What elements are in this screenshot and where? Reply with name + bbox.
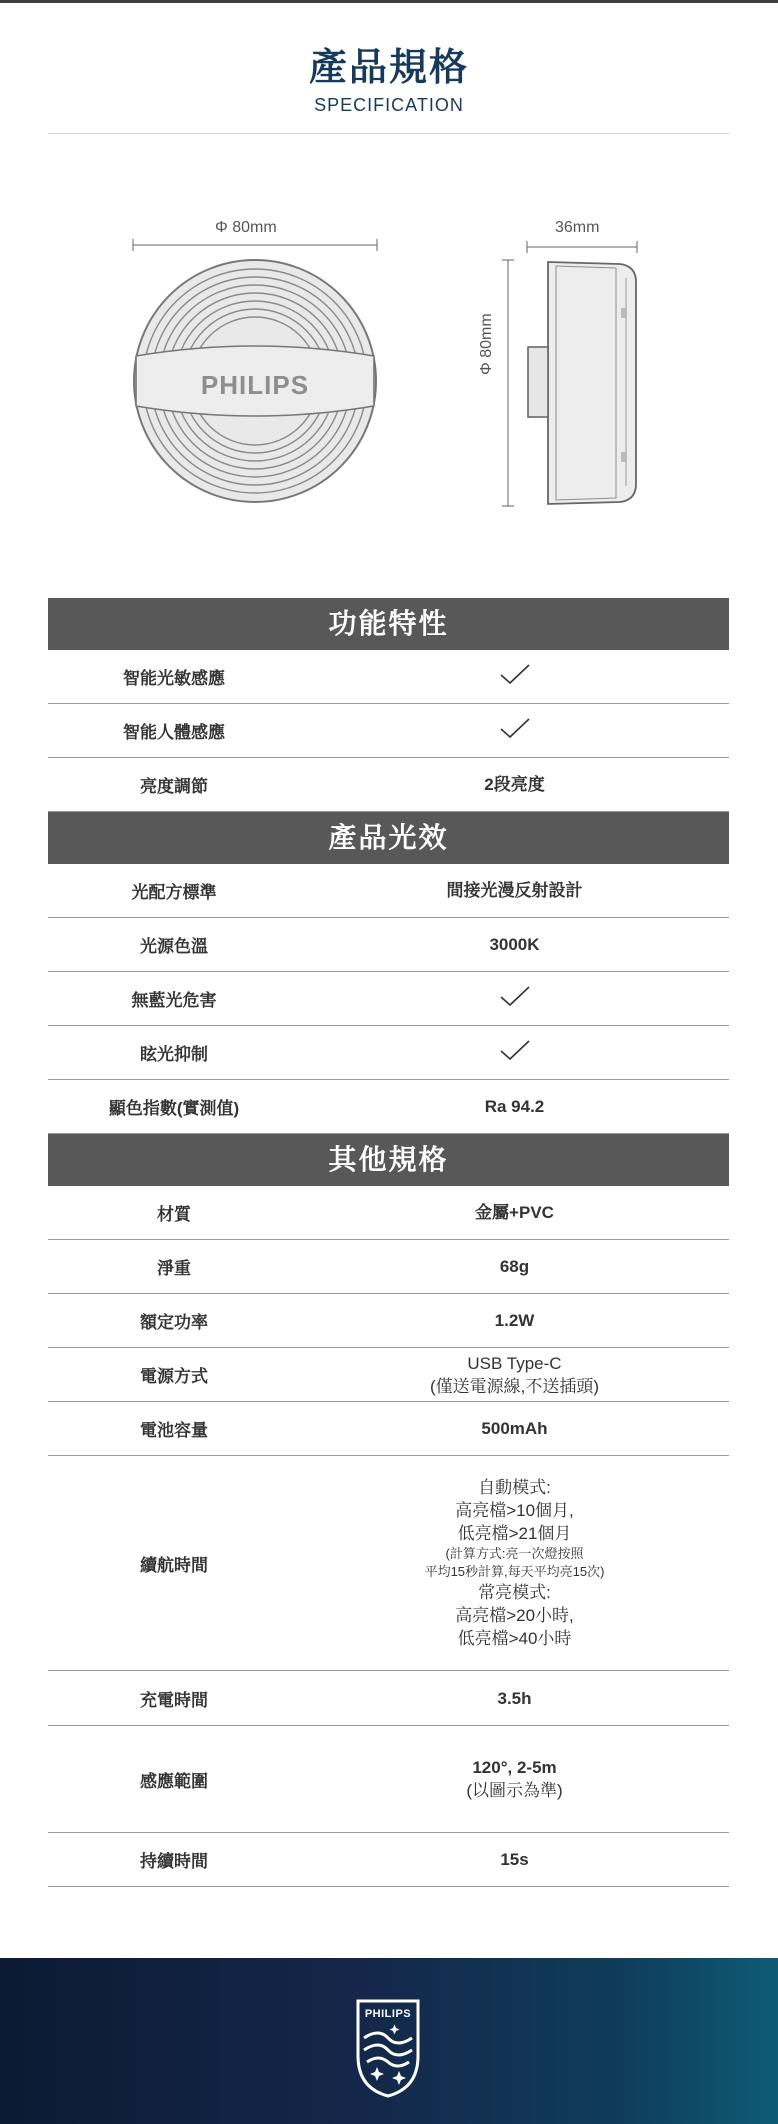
table-row bbox=[48, 1026, 729, 1080]
battery-line: 低亮檔>40小時 bbox=[457, 1629, 572, 1648]
row-value: 15s bbox=[500, 1850, 529, 1869]
check-icon bbox=[499, 1039, 531, 1061]
table-row bbox=[48, 1186, 729, 1240]
table-row bbox=[48, 704, 729, 758]
footer bbox=[0, 1958, 778, 2124]
row-value: 2段亮度 bbox=[484, 775, 545, 794]
battery-line: 自動模式: bbox=[478, 1478, 551, 1497]
battery-note: (計算方式:亮一次燈按照 bbox=[445, 1546, 584, 1561]
row-label: 感應範圍 bbox=[140, 1771, 208, 1791]
row-value: USB Type-C bbox=[467, 1353, 562, 1373]
row-label: 續航時間 bbox=[140, 1555, 208, 1575]
row-label: 智能人體感應 bbox=[123, 723, 225, 742]
row-label: 持續時間 bbox=[140, 1852, 208, 1871]
dimension-drawing bbox=[0, 180, 778, 560]
row-value: 120°, 2-5m bbox=[472, 1758, 557, 1777]
row-value: 500mAh bbox=[481, 1419, 548, 1438]
page-title: 產品規格 bbox=[308, 47, 469, 89]
row-value: 3.5h bbox=[497, 1688, 532, 1708]
side-height-label: Φ 80mm bbox=[478, 313, 495, 375]
row-label: 電池容量 bbox=[140, 1421, 208, 1440]
page-subtitle: SPECIFICATION bbox=[314, 95, 464, 115]
table-row bbox=[48, 918, 729, 972]
row-label: 光源色溫 bbox=[140, 937, 208, 956]
check-icon bbox=[499, 985, 531, 1007]
battery-line: 高亮檔>20小時, bbox=[455, 1606, 574, 1625]
table-row bbox=[48, 1833, 729, 1887]
row-label: 電源方式 bbox=[140, 1367, 208, 1386]
philips-shield-logo bbox=[355, 1998, 421, 2098]
row-value: 3000K bbox=[489, 935, 540, 954]
top-border bbox=[0, 0, 778, 3]
row-value-note: (僅送電源線,不送插頭) bbox=[429, 1376, 600, 1396]
table-row bbox=[48, 864, 729, 918]
battery-line: 常亮模式: bbox=[478, 1583, 551, 1602]
battery-line: 低亮檔>21個月 bbox=[457, 1524, 572, 1543]
table-row bbox=[48, 1456, 729, 1671]
table-row bbox=[48, 1240, 729, 1294]
table-row bbox=[48, 1348, 729, 1402]
section-title: 其他規格 bbox=[48, 1134, 729, 1186]
row-label: 無藍光危害 bbox=[131, 991, 217, 1010]
front-width-label: Φ 80mm bbox=[215, 219, 277, 236]
row-value-note: (以圖示為準) bbox=[466, 1781, 563, 1800]
page-header bbox=[0, 44, 778, 116]
product-diagram bbox=[0, 180, 778, 560]
row-value: 金屬+PVC bbox=[475, 1203, 554, 1222]
row-label: 淨重 bbox=[157, 1259, 191, 1278]
row-value: 68g bbox=[499, 1257, 530, 1276]
logo-text: PHILIPS bbox=[364, 2008, 412, 2020]
front-brand-text: PHILIPS bbox=[200, 370, 310, 400]
table-row bbox=[48, 1294, 729, 1348]
section-title: 產品光效 bbox=[48, 812, 729, 864]
spec-table bbox=[48, 598, 729, 1887]
section-title: 功能特性 bbox=[48, 598, 729, 650]
check-icon bbox=[499, 717, 531, 739]
check-icon bbox=[499, 663, 531, 685]
table-row bbox=[48, 1080, 729, 1134]
table-row bbox=[48, 972, 729, 1026]
row-value: 間接光漫反射設計 bbox=[446, 881, 583, 900]
row-label: 亮度調節 bbox=[140, 777, 208, 796]
table-row bbox=[48, 1726, 729, 1833]
row-label: 眩光抑制 bbox=[140, 1045, 208, 1064]
row-label: 光配方標準 bbox=[131, 883, 217, 902]
row-label: 材質 bbox=[157, 1205, 191, 1224]
battery-line: 高亮檔>10個月, bbox=[455, 1501, 574, 1520]
header-divider bbox=[48, 133, 729, 134]
table-row bbox=[48, 650, 729, 704]
table-row bbox=[48, 758, 729, 812]
table-row bbox=[48, 1671, 729, 1726]
row-label: 額定功率 bbox=[140, 1313, 208, 1332]
side-depth-label: 36mm bbox=[555, 219, 600, 236]
row-label: 顯色指數(實測值) bbox=[108, 1099, 240, 1118]
row-label: 充電時間 bbox=[140, 1690, 208, 1710]
row-value: 1.2W bbox=[494, 1311, 535, 1330]
row-value: Ra 94.2 bbox=[484, 1097, 545, 1116]
table-row bbox=[48, 1402, 729, 1456]
battery-note: 平均15秒計算,每天平均亮15次) bbox=[424, 1564, 605, 1579]
row-label: 智能光敏感應 bbox=[123, 669, 225, 688]
